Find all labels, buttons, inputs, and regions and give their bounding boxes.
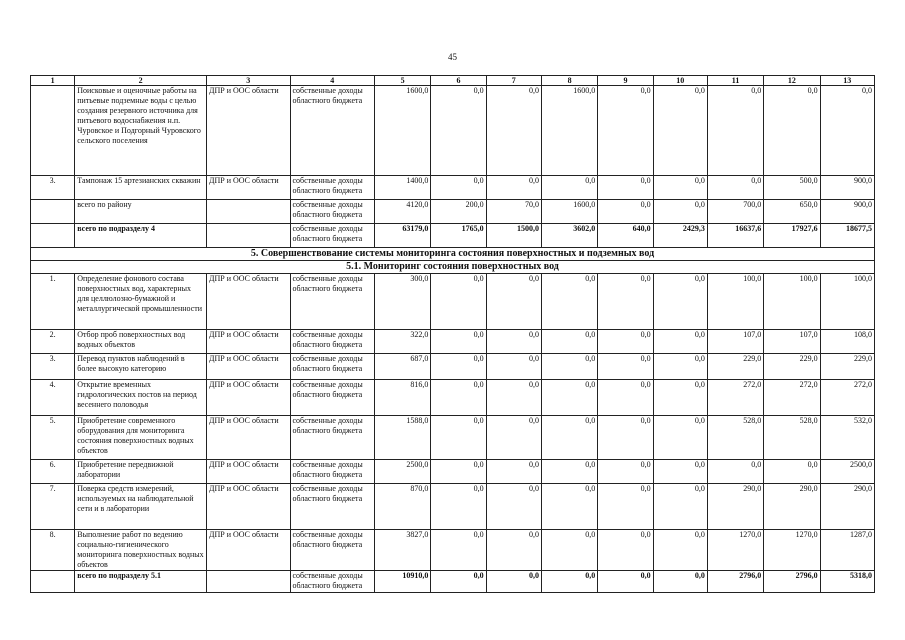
amount-cell: 0,0 <box>653 571 707 593</box>
amount-cell: 16637,6 <box>707 224 763 248</box>
funding-source-cell: собственные доходы областного бюджета <box>290 330 375 354</box>
amount-cell: 0,0 <box>541 571 597 593</box>
executor-cell: ДПР и ООС области <box>207 354 290 380</box>
activity-name-cell: всего по подразделу 5.1 <box>75 571 207 593</box>
funding-source-cell: собственные доходы областного бюджета <box>290 354 375 380</box>
executor-cell <box>207 571 290 593</box>
amount-cell: 100,0 <box>764 274 820 330</box>
amount-cell: 290,0 <box>764 484 820 530</box>
activity-name-cell: Поверка средств измерений, используемых на наблюдательной сети и в лаборатории <box>75 484 207 530</box>
funding-source-cell: собственные доходы областного бюджета <box>290 484 375 530</box>
amount-cell: 0,0 <box>431 484 486 530</box>
amount-cell: 0,0 <box>653 176 707 200</box>
amount-cell: 0,0 <box>820 86 874 176</box>
amount-cell: 70,0 <box>486 200 541 224</box>
activity-name-cell: всего по району <box>75 200 207 224</box>
column-header: 3 <box>207 76 290 86</box>
row-number-cell: 7. <box>31 484 75 530</box>
amount-cell: 3602,0 <box>541 224 597 248</box>
activity-name-cell: Приобретение передвижной лаборатории <box>75 460 207 484</box>
section-title-row <box>31 248 875 261</box>
amount-cell: 0,0 <box>431 330 486 354</box>
funding-source-cell: собственные доходы областного бюджета <box>290 571 375 593</box>
amount-cell: 0,0 <box>431 460 486 484</box>
table-row <box>31 484 875 530</box>
funding-source-cell: собственные доходы областного бюджета <box>290 274 375 330</box>
amount-cell: 5318,0 <box>820 571 874 593</box>
amount-cell: 0,0 <box>653 86 707 176</box>
column-header: 10 <box>653 76 707 86</box>
amount-cell: 272,0 <box>707 380 763 416</box>
amount-cell: 0,0 <box>598 354 653 380</box>
amount-cell: 0,0 <box>541 330 597 354</box>
amount-cell: 17927,6 <box>764 224 820 248</box>
amount-cell: 870,0 <box>375 484 431 530</box>
funding-source-cell: собственные доходы областного бюджета <box>290 380 375 416</box>
section-title: 5. Совершенствование системы мониторинга состояния поверхностных и подземных вод <box>31 248 875 261</box>
amount-cell: 0,0 <box>653 484 707 530</box>
amount-cell: 532,0 <box>820 416 874 460</box>
column-header: 9 <box>598 76 653 86</box>
amount-cell: 0,0 <box>653 416 707 460</box>
row-number-cell: 4. <box>31 380 75 416</box>
budget-table <box>30 75 875 593</box>
amount-cell: 229,0 <box>707 354 763 380</box>
amount-cell: 0,0 <box>486 484 541 530</box>
amount-cell: 100,0 <box>707 274 763 330</box>
amount-cell: 816,0 <box>375 380 431 416</box>
amount-cell: 2796,0 <box>764 571 820 593</box>
funding-source-cell: собственные доходы областного бюджета <box>290 460 375 484</box>
column-header: 12 <box>764 76 820 86</box>
row-number-cell <box>31 224 75 248</box>
amount-cell: 0,0 <box>486 354 541 380</box>
subsection-title: 5.1. Мониторинг состояния поверхностных вод <box>31 261 875 274</box>
activity-name-cell: Выполнение работ по ведению социально-гигиенического мониторинга поверхностных водных объектов <box>75 530 207 571</box>
amount-cell: 0,0 <box>707 86 763 176</box>
executor-cell: ДПР и ООС области <box>207 274 290 330</box>
funding-source-cell: собственные доходы областного бюджета <box>290 176 375 200</box>
executor-cell: ДПР и ООС области <box>207 380 290 416</box>
amount-cell: 0,0 <box>653 354 707 380</box>
funding-source-cell: собственные доходы областного бюджета <box>290 224 375 248</box>
amount-cell: 290,0 <box>820 484 874 530</box>
amount-cell: 100,0 <box>820 274 874 330</box>
funding-source-cell: собственные доходы областного бюджета <box>290 200 375 224</box>
amount-cell: 0,0 <box>541 484 597 530</box>
amount-cell: 1600,0 <box>375 86 431 176</box>
amount-cell: 528,0 <box>764 416 820 460</box>
amount-cell: 0,0 <box>541 416 597 460</box>
amount-cell: 0,0 <box>764 460 820 484</box>
executor-cell: ДПР и ООС области <box>207 176 290 200</box>
funding-source-cell: собственные доходы областного бюджета <box>290 530 375 571</box>
amount-cell: 300,0 <box>375 274 431 330</box>
column-header: 1 <box>31 76 75 86</box>
amount-cell: 0,0 <box>431 571 486 593</box>
amount-cell: 0,0 <box>598 200 653 224</box>
amount-cell: 1600,0 <box>541 86 597 176</box>
amount-cell: 107,0 <box>707 330 763 354</box>
amount-cell: 63179,0 <box>375 224 431 248</box>
amount-cell: 0,0 <box>598 530 653 571</box>
amount-cell: 1588,0 <box>375 416 431 460</box>
row-number-cell: 8. <box>31 530 75 571</box>
amount-cell: 0,0 <box>653 274 707 330</box>
amount-cell: 2500,0 <box>375 460 431 484</box>
amount-cell: 107,0 <box>764 330 820 354</box>
amount-cell: 1270,0 <box>764 530 820 571</box>
amount-cell: 0,0 <box>707 176 763 200</box>
amount-cell: 0,0 <box>486 530 541 571</box>
row-number-cell: 5. <box>31 416 75 460</box>
amount-cell: 108,0 <box>820 330 874 354</box>
amount-cell: 0,0 <box>431 380 486 416</box>
table-row <box>31 416 875 460</box>
table-row <box>31 200 875 224</box>
table-row <box>31 571 875 593</box>
activity-name-cell: всего по подразделу 4 <box>75 224 207 248</box>
column-header: 13 <box>820 76 874 86</box>
table-row <box>31 330 875 354</box>
amount-cell: 272,0 <box>764 380 820 416</box>
amount-cell: 0,0 <box>707 460 763 484</box>
column-header: 6 <box>431 76 486 86</box>
amount-cell: 0,0 <box>541 274 597 330</box>
amount-cell: 0,0 <box>598 274 653 330</box>
amount-cell: 0,0 <box>598 484 653 530</box>
executor-cell: ДПР и ООС области <box>207 330 290 354</box>
amount-cell: 1400,0 <box>375 176 431 200</box>
row-number-cell <box>31 571 75 593</box>
column-header: 7 <box>486 76 541 86</box>
table-row <box>31 176 875 200</box>
amount-cell: 229,0 <box>820 354 874 380</box>
amount-cell: 0,0 <box>653 200 707 224</box>
table-row <box>31 86 875 176</box>
amount-cell: 0,0 <box>486 330 541 354</box>
amount-cell: 1287,0 <box>820 530 874 571</box>
amount-cell: 2796,0 <box>707 571 763 593</box>
amount-cell: 0,0 <box>486 86 541 176</box>
amount-cell: 0,0 <box>541 176 597 200</box>
activity-name-cell: Открытие временных гидрологических постов на период весеннего половодья <box>75 380 207 416</box>
activity-name-cell: Тампонаж 15 артезианских скважин <box>75 176 207 200</box>
amount-cell: 0,0 <box>431 274 486 330</box>
amount-cell: 640,0 <box>598 224 653 248</box>
amount-cell: 1500,0 <box>486 224 541 248</box>
amount-cell: 1765,0 <box>431 224 486 248</box>
amount-cell: 0,0 <box>598 380 653 416</box>
amount-cell: 0,0 <box>541 354 597 380</box>
column-header: 11 <box>707 76 763 86</box>
amount-cell: 900,0 <box>820 200 874 224</box>
amount-cell: 290,0 <box>707 484 763 530</box>
table-row <box>31 460 875 484</box>
amount-cell: 0,0 <box>541 530 597 571</box>
executor-cell <box>207 200 290 224</box>
amount-cell: 0,0 <box>653 530 707 571</box>
table-row <box>31 354 875 380</box>
table-row <box>31 224 875 248</box>
row-number-cell: 2. <box>31 330 75 354</box>
subsection-title-row <box>31 261 875 274</box>
amount-cell: 0,0 <box>486 274 541 330</box>
amount-cell: 0,0 <box>653 460 707 484</box>
row-number-cell: 3. <box>31 176 75 200</box>
activity-name-cell: Приобретение современного оборудования для мониторинга состояния поверхностных водных объектов <box>75 416 207 460</box>
amount-cell: 0,0 <box>486 176 541 200</box>
page-number: 45 <box>448 52 457 62</box>
executor-cell: ДПР и ООС области <box>207 86 290 176</box>
amount-cell: 0,0 <box>598 86 653 176</box>
amount-cell: 200,0 <box>431 200 486 224</box>
amount-cell: 18677,5 <box>820 224 874 248</box>
amount-cell: 4120,0 <box>375 200 431 224</box>
amount-cell: 528,0 <box>707 416 763 460</box>
amount-cell: 0,0 <box>431 176 486 200</box>
activity-name-cell: Определение фонового состава поверхностных вод, характерных для целлюлозно-бумажной и металлургической промышленности <box>75 274 207 330</box>
amount-cell: 700,0 <box>707 200 763 224</box>
amount-cell: 900,0 <box>820 176 874 200</box>
table-row <box>31 274 875 330</box>
executor-cell <box>207 224 290 248</box>
funding-source-cell: собственные доходы областного бюджета <box>290 416 375 460</box>
amount-cell: 1600,0 <box>541 200 597 224</box>
row-number-cell: 6. <box>31 460 75 484</box>
amount-cell: 0,0 <box>598 176 653 200</box>
amount-cell: 0,0 <box>486 380 541 416</box>
executor-cell: ДПР и ООС области <box>207 484 290 530</box>
amount-cell: 0,0 <box>431 354 486 380</box>
amount-cell: 0,0 <box>431 416 486 460</box>
amount-cell: 0,0 <box>486 416 541 460</box>
amount-cell: 229,0 <box>764 354 820 380</box>
row-number-cell: 3. <box>31 354 75 380</box>
amount-cell: 687,0 <box>375 354 431 380</box>
amount-cell: 10910,0 <box>375 571 431 593</box>
table-row <box>31 530 875 571</box>
row-number-cell <box>31 86 75 176</box>
amount-cell: 272,0 <box>820 380 874 416</box>
amount-cell: 0,0 <box>541 460 597 484</box>
amount-cell: 2500,0 <box>820 460 874 484</box>
row-number-cell: 1. <box>31 274 75 330</box>
amount-cell: 1270,0 <box>707 530 763 571</box>
column-header: 4 <box>290 76 375 86</box>
column-header: 2 <box>75 76 207 86</box>
amount-cell: 0,0 <box>541 380 597 416</box>
amount-cell: 0,0 <box>598 416 653 460</box>
column-header: 5 <box>375 76 431 86</box>
executor-cell: ДПР и ООС области <box>207 530 290 571</box>
amount-cell: 0,0 <box>486 460 541 484</box>
amount-cell: 0,0 <box>764 86 820 176</box>
amount-cell: 0,0 <box>431 530 486 571</box>
activity-name-cell: Поисковые и оценочные работы на питьевые подземные воды с целью создания резервного источника для питьевого водоснабжения н.п. Чуровское и Подгорный Чуровского сельского поселения <box>75 86 207 176</box>
table-row <box>31 380 875 416</box>
amount-cell: 650,0 <box>764 200 820 224</box>
amount-cell: 3827,0 <box>375 530 431 571</box>
amount-cell: 0,0 <box>431 86 486 176</box>
executor-cell: ДПР и ООС области <box>207 416 290 460</box>
amount-cell: 0,0 <box>653 380 707 416</box>
activity-name-cell: Перевод пунктов наблюдений в более высокую категорию <box>75 354 207 380</box>
activity-name-cell: Отбор проб поверхностных вод водных объектов <box>75 330 207 354</box>
executor-cell: ДПР и ООС области <box>207 460 290 484</box>
funding-source-cell: собственные доходы областного бюджета <box>290 86 375 176</box>
header-row <box>31 76 875 86</box>
amount-cell: 0,0 <box>598 571 653 593</box>
row-number-cell <box>31 200 75 224</box>
amount-cell: 2429,3 <box>653 224 707 248</box>
amount-cell: 0,0 <box>598 330 653 354</box>
amount-cell: 0,0 <box>486 571 541 593</box>
amount-cell: 500,0 <box>764 176 820 200</box>
amount-cell: 0,0 <box>653 330 707 354</box>
column-header: 8 <box>541 76 597 86</box>
amount-cell: 0,0 <box>598 460 653 484</box>
amount-cell: 322,0 <box>375 330 431 354</box>
